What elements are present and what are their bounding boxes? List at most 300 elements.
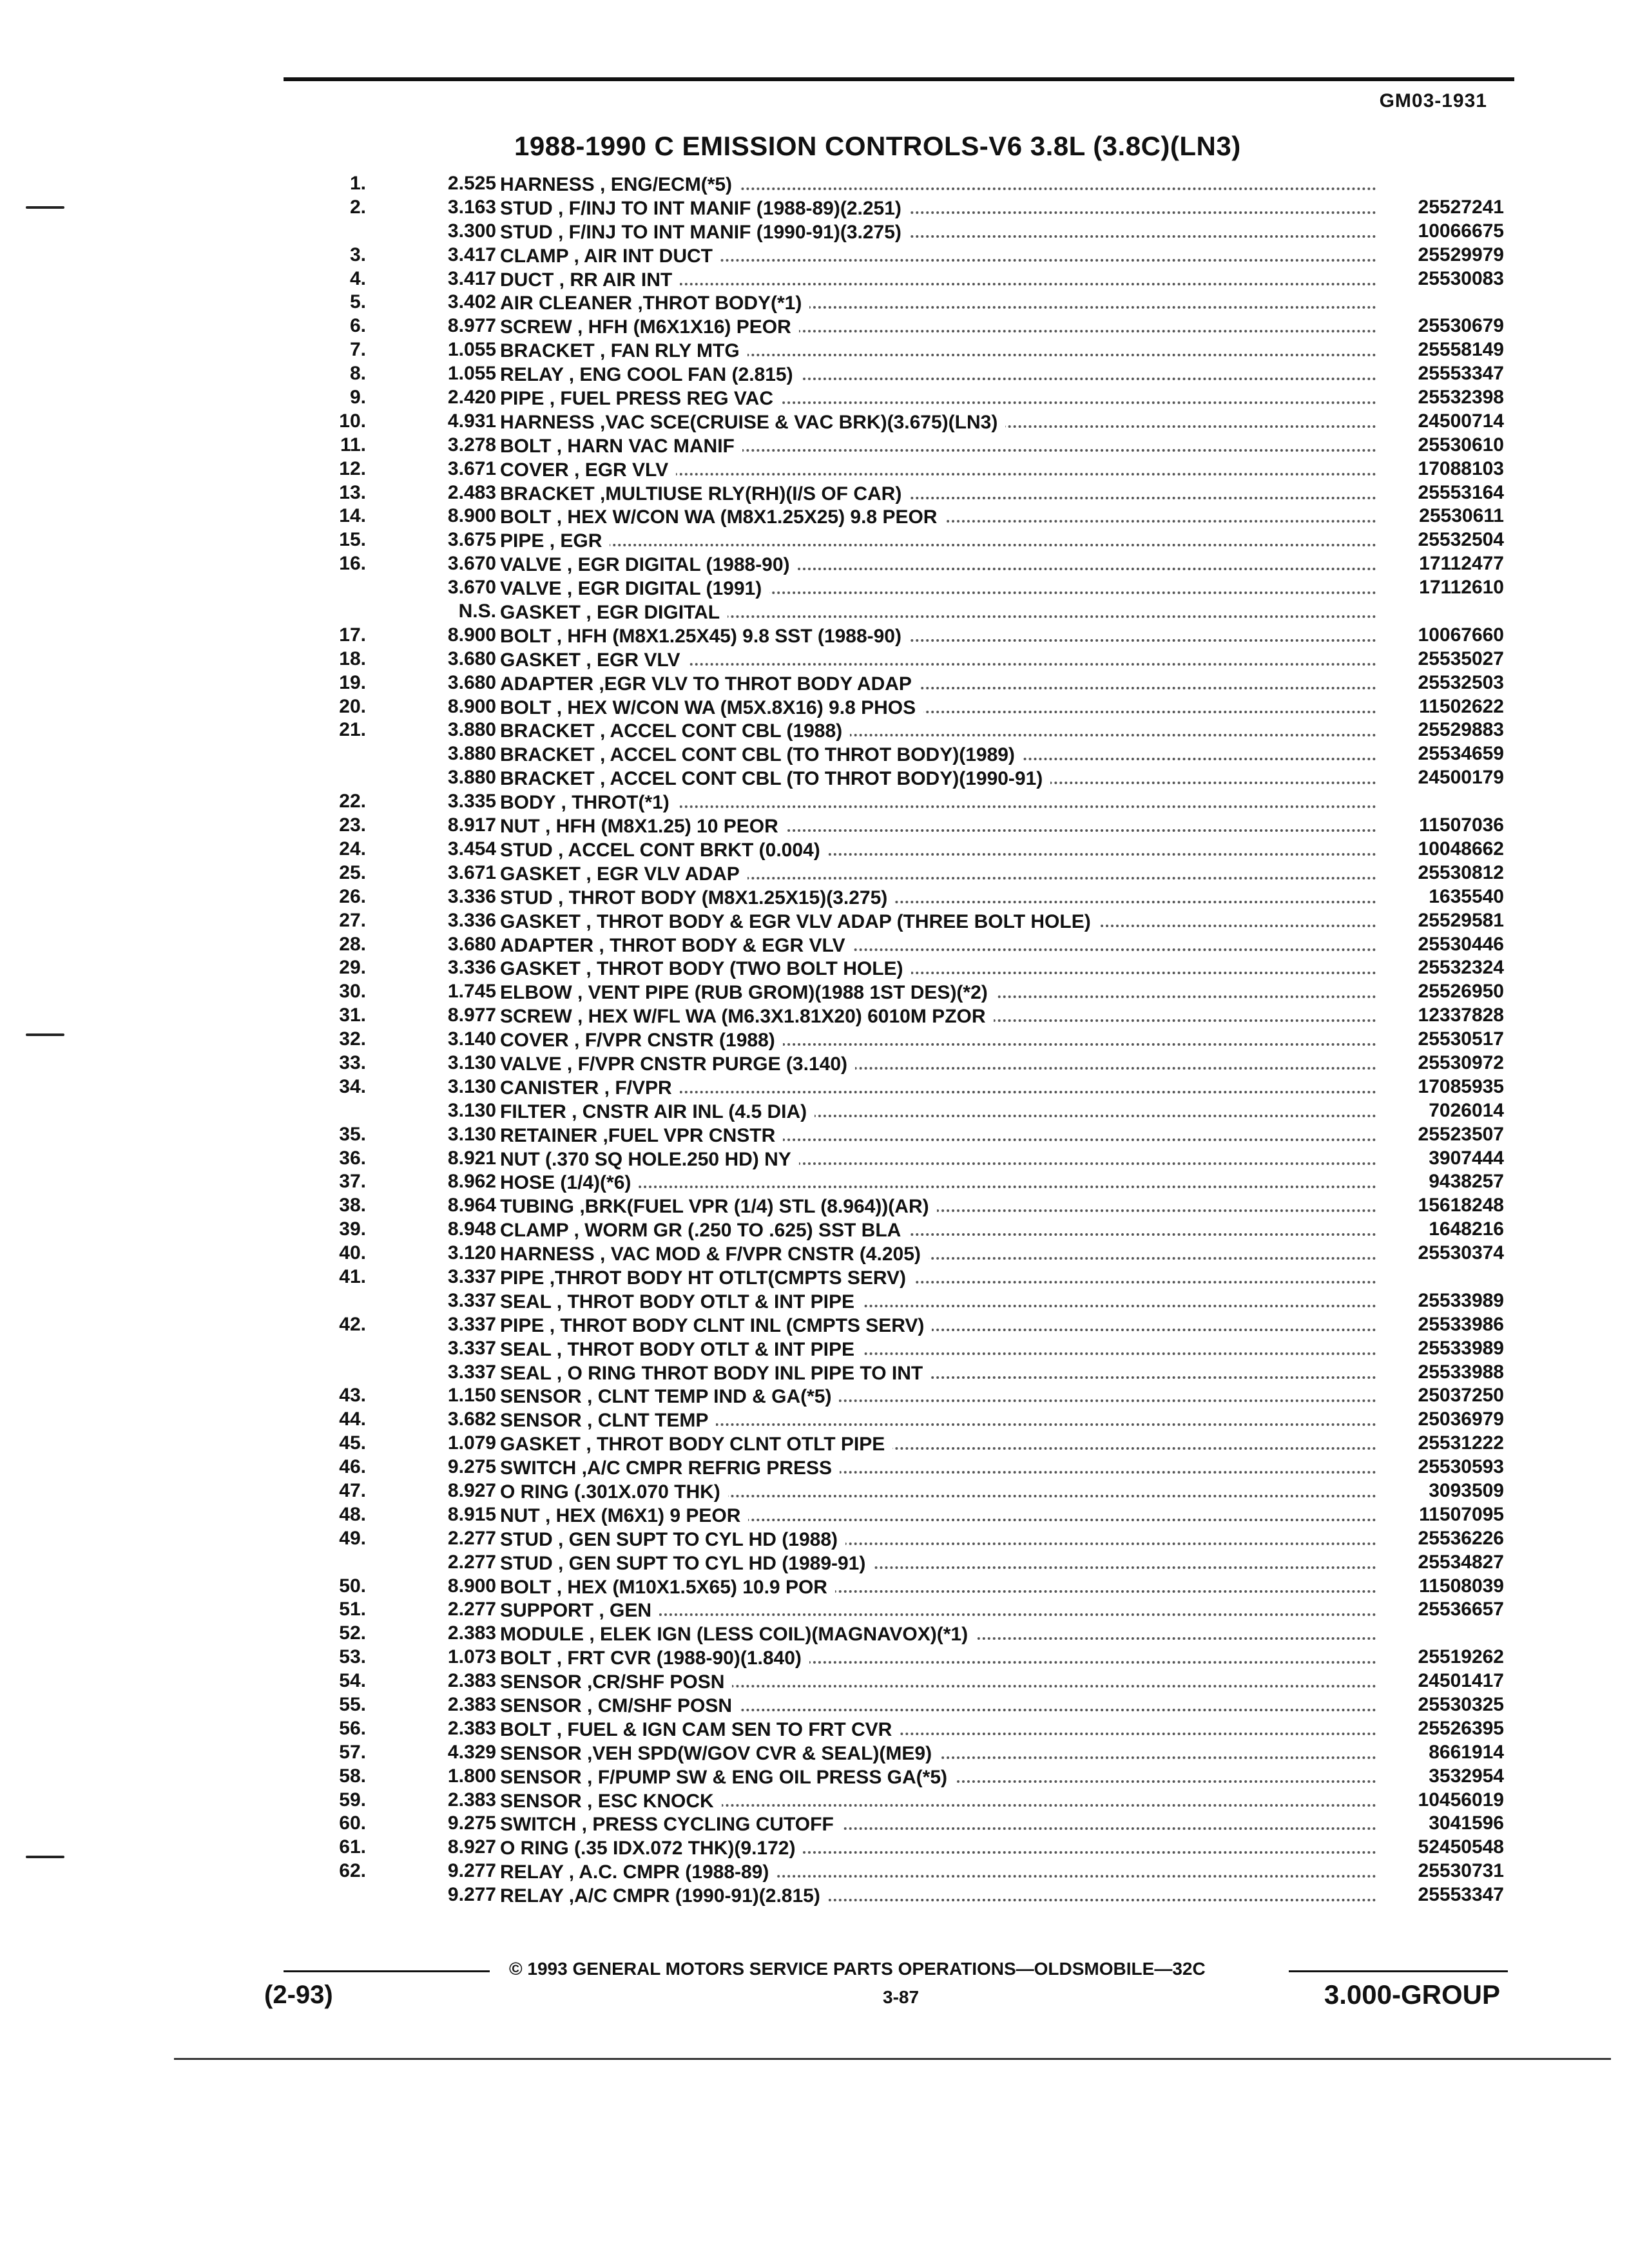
item-description-text: STUD , F/INJ TO INT MANIF (1990-91)(3.275) xyxy=(500,222,909,242)
item-number: 48. xyxy=(339,1503,366,1525)
item-number: 34. xyxy=(339,1075,366,1097)
item-description-text: HOSE (1/4)(*6) xyxy=(500,1172,639,1193)
item-description xyxy=(500,672,1376,694)
item-number: 57. xyxy=(339,1741,366,1763)
item-number: 18. xyxy=(339,648,366,669)
item-description xyxy=(500,363,1376,385)
item-description-text: SWITCH ,A/C CMPR REFRIG PRESS xyxy=(500,1457,840,1478)
group-number: 3.680 xyxy=(447,933,496,955)
group-number: 8.921 xyxy=(447,1147,496,1169)
item-description xyxy=(500,1242,1376,1264)
group-number: 3.682 xyxy=(447,1408,496,1430)
list-item xyxy=(0,1289,1629,1312)
list-item xyxy=(0,267,1629,291)
group-number: 8.962 xyxy=(447,1171,496,1193)
list-item xyxy=(0,1193,1629,1217)
group-number: 8.900 xyxy=(447,1575,496,1597)
list-item xyxy=(0,671,1629,695)
list-item xyxy=(0,1621,1629,1645)
item-number: 12. xyxy=(339,457,366,479)
part-number: 25530812 xyxy=(1418,861,1504,883)
part-number: 25037250 xyxy=(1418,1385,1504,1407)
part-number: 25530679 xyxy=(1418,315,1504,337)
item-number: 30. xyxy=(339,981,366,1003)
group-number: 8.900 xyxy=(447,695,496,717)
part-number: 25535027 xyxy=(1418,648,1504,669)
item-description-text: COVER , EGR VLV xyxy=(500,459,676,480)
list-item xyxy=(0,361,1629,385)
item-description-text: SCREW , HFH (M6X1X16) PEOR xyxy=(500,316,799,337)
item-description xyxy=(500,1314,1376,1336)
item-number: 13. xyxy=(339,481,366,503)
item-description xyxy=(500,1575,1376,1597)
part-number: 25527241 xyxy=(1418,196,1504,218)
part-number: 25530972 xyxy=(1418,1052,1504,1073)
group-number: 2.525 xyxy=(447,173,496,194)
part-number: 11502622 xyxy=(1419,695,1504,717)
group-number: 3.337 xyxy=(447,1361,496,1383)
item-description xyxy=(500,387,1376,408)
list-item xyxy=(0,219,1629,243)
item-number: 61. xyxy=(339,1836,366,1858)
list-item xyxy=(0,1764,1629,1788)
item-description-text: PIPE , FUEL PRESS REG VAC xyxy=(500,388,781,408)
item-description-text: RELAY , ENG COOL FAN (2.815) xyxy=(500,364,801,385)
part-number: 10456019 xyxy=(1418,1789,1504,1811)
item-number: 46. xyxy=(339,1456,366,1478)
part-number: 8661914 xyxy=(1429,1741,1504,1763)
part-number: 25530446 xyxy=(1418,933,1504,955)
item-number: 59. xyxy=(339,1789,366,1811)
item-description xyxy=(500,1290,1376,1312)
part-number: 3532954 xyxy=(1429,1765,1504,1787)
list-item xyxy=(0,1407,1629,1431)
list-item xyxy=(0,195,1629,219)
item-description-text: STUD , ACCEL CONT BRKT (0.004) xyxy=(500,840,828,860)
item-number: 9. xyxy=(349,387,366,408)
item-description-text: NUT (.370 SQ HOLE.250 HD) NY xyxy=(500,1149,799,1169)
item-description-text: BRACKET , ACCEL CONT CBL (1988) xyxy=(500,720,850,741)
group-number: 1.079 xyxy=(447,1432,496,1454)
item-description-text: BOLT , FRT CVR (1988-90)(1.840) xyxy=(500,1648,809,1668)
item-description-text: VALVE , EGR DIGITAL (1991) xyxy=(500,578,769,599)
item-description xyxy=(500,339,1376,361)
part-number: 25529883 xyxy=(1418,719,1504,741)
part-number: 25532324 xyxy=(1418,957,1504,979)
list-item xyxy=(0,1740,1629,1764)
group-number: 3.670 xyxy=(447,577,496,599)
group-number: 2.383 xyxy=(447,1670,496,1692)
item-number: 41. xyxy=(339,1265,366,1287)
list-item xyxy=(0,956,1629,979)
group-number: 2.383 xyxy=(447,1717,496,1739)
item-description-text: HARNESS , VAC MOD & F/VPR CNSTR (4.205) xyxy=(500,1244,929,1264)
item-description-text: ADAPTER ,EGR VLV TO THROT BODY ADAP xyxy=(500,673,920,694)
punch-mark xyxy=(26,1033,64,1036)
item-number: 2. xyxy=(349,196,366,218)
list-item xyxy=(0,1099,1629,1122)
item-number: 15. xyxy=(339,529,366,551)
item-number: 23. xyxy=(339,814,366,836)
part-number: 25530611 xyxy=(1419,505,1504,527)
item-description-text: STUD , THROT BODY (M8X1.25X15)(3.275) xyxy=(500,887,895,908)
group-number: 3.680 xyxy=(447,671,496,693)
item-description xyxy=(500,1124,1376,1146)
group-number: 3.336 xyxy=(447,885,496,907)
item-description xyxy=(500,1004,1376,1026)
item-description xyxy=(500,1812,1376,1834)
list-item xyxy=(0,1241,1629,1265)
item-number: 3. xyxy=(349,244,366,265)
group-number: 3.880 xyxy=(447,743,496,765)
part-number: 17112610 xyxy=(1419,577,1504,599)
footer-rule-left xyxy=(284,1970,490,1972)
item-description-text: SEAL , THROT BODY OTLT & INT PIPE xyxy=(500,1339,862,1360)
list-item xyxy=(0,1169,1629,1193)
item-description-text: CLAMP , WORM GR (.250 TO .625) SST BLA xyxy=(500,1220,909,1240)
list-item xyxy=(0,623,1629,647)
item-description-text: SWITCH , PRESS CYCLING CUTOFF xyxy=(500,1814,842,1834)
item-description xyxy=(500,1385,1376,1407)
part-number: 25532504 xyxy=(1418,529,1504,551)
list-item xyxy=(0,243,1629,267)
item-number: 51. xyxy=(339,1599,366,1620)
item-description-text: PIPE , THROT BODY CLNT INL (CMPTS SERV) xyxy=(500,1315,932,1336)
item-description xyxy=(500,1456,1376,1478)
group-number: 3.337 xyxy=(447,1313,496,1335)
list-item xyxy=(0,1360,1629,1384)
group-number: 1.055 xyxy=(447,363,496,385)
list-item xyxy=(0,457,1629,481)
item-number: 37. xyxy=(339,1171,366,1193)
group-number: 9.277 xyxy=(447,1860,496,1882)
item-number: 7. xyxy=(349,339,366,361)
group-number: 9.275 xyxy=(447,1812,496,1834)
list-item xyxy=(0,1383,1629,1407)
group-number: 2.277 xyxy=(447,1551,496,1573)
item-description xyxy=(500,220,1376,242)
item-number: 43. xyxy=(339,1385,366,1407)
part-number: 25533988 xyxy=(1418,1361,1504,1383)
item-description-text: CLAMP , AIR INT DUCT xyxy=(500,245,720,266)
list-item xyxy=(0,385,1629,409)
group-number: 3.337 xyxy=(447,1337,496,1359)
group-number: 3.130 xyxy=(447,1099,496,1121)
group-number: 2.277 xyxy=(447,1599,496,1620)
item-number: 42. xyxy=(339,1313,366,1335)
item-number: 1. xyxy=(349,173,366,194)
group-number: 3.880 xyxy=(447,767,496,789)
item-description xyxy=(500,458,1376,480)
group-number: 2.383 xyxy=(447,1694,496,1715)
group-number: 1.073 xyxy=(447,1646,496,1668)
item-description xyxy=(500,696,1376,718)
list-item xyxy=(0,1669,1629,1693)
item-description xyxy=(500,1266,1376,1288)
item-description-text: SENSOR , CLNT TEMP IND & GA(*5) xyxy=(500,1386,839,1407)
item-number: 55. xyxy=(339,1694,366,1715)
part-number: 25531222 xyxy=(1418,1432,1504,1454)
list-item xyxy=(0,861,1629,885)
part-number: 24500714 xyxy=(1418,410,1504,432)
list-item xyxy=(0,1811,1629,1835)
part-number: 3093509 xyxy=(1429,1479,1504,1501)
group-number: 8.927 xyxy=(447,1479,496,1501)
item-description xyxy=(500,957,1376,979)
list-item xyxy=(0,837,1629,861)
part-number: 52450548 xyxy=(1418,1836,1504,1858)
item-number: 50. xyxy=(339,1575,366,1597)
item-number: 35. xyxy=(339,1123,366,1145)
list-item xyxy=(0,789,1629,813)
item-description-text: PIPE ,THROT BODY HT OTLT(CMPTS SERV) xyxy=(500,1267,914,1288)
group-number: 3.402 xyxy=(447,291,496,313)
group-number: 3.337 xyxy=(447,1289,496,1311)
list-item xyxy=(0,1265,1629,1289)
item-description-text: BRACKET ,MULTIUSE RLY(RH)(I/S OF CAR) xyxy=(500,483,909,504)
group-label: 3.000-GROUP xyxy=(1324,1979,1500,2010)
item-description xyxy=(500,1076,1376,1098)
item-description xyxy=(500,814,1376,836)
part-number: 11508039 xyxy=(1419,1575,1504,1597)
item-description-text: AIR CLEANER ,THROT BODY(*1) xyxy=(500,293,809,313)
item-description-text: TUBING ,BRK(FUEL VPR (1/4) STL (8.964))(AR) xyxy=(500,1196,937,1216)
item-description-text: SENSOR ,VEH SPD(W/GOV CVR & SEAL)(ME9) xyxy=(500,1743,940,1763)
item-number: 4. xyxy=(349,267,366,289)
part-number: 10048662 xyxy=(1418,838,1504,860)
item-number: 58. xyxy=(339,1765,366,1787)
group-number: 8.927 xyxy=(447,1836,496,1858)
item-description-text: SENSOR ,CR/SHF POSN xyxy=(500,1671,732,1692)
item-description-text: RELAY , A.C. CMPR (1988-89) xyxy=(500,1861,776,1882)
item-description-text: BOLT , HEX W/CON WA (M8X1.25X25) 9.8 PEOR xyxy=(500,506,945,527)
bottom-rule xyxy=(174,2058,1611,2060)
list-item xyxy=(0,1788,1629,1812)
item-description-text: GASKET , THROT BODY CLNT OTLT PIPE xyxy=(500,1434,892,1454)
item-number: 38. xyxy=(339,1195,366,1216)
part-number: 24500179 xyxy=(1418,767,1504,789)
list-item xyxy=(0,575,1629,599)
item-description xyxy=(500,244,1376,266)
item-description-text: O RING (.35 IDX.072 THK)(9.172) xyxy=(500,1838,803,1858)
item-description xyxy=(500,838,1376,860)
list-item xyxy=(0,908,1629,932)
part-number: 25553347 xyxy=(1418,1884,1504,1906)
part-number: 25536226 xyxy=(1418,1527,1504,1549)
list-item xyxy=(0,528,1629,552)
item-number: 31. xyxy=(339,1004,366,1026)
group-number: 3.670 xyxy=(447,553,496,575)
item-description-text: GASKET , THROT BODY (TWO BOLT HOLE) xyxy=(500,958,911,979)
part-number: 25532398 xyxy=(1418,387,1504,408)
item-description-text: BODY , THROT(*1) xyxy=(500,792,677,812)
item-description xyxy=(500,886,1376,908)
item-description-text: NUT , HEX (M6X1) 9 PEOR xyxy=(500,1505,748,1526)
part-number: 17085935 xyxy=(1418,1075,1504,1097)
item-number: 16. xyxy=(339,553,366,575)
group-number: 2.383 xyxy=(447,1789,496,1811)
part-number: 25036979 xyxy=(1418,1408,1504,1430)
item-description xyxy=(500,719,1376,741)
list-item xyxy=(0,718,1629,742)
list-item xyxy=(0,1431,1629,1455)
item-description xyxy=(500,1218,1376,1240)
item-description xyxy=(500,577,1376,599)
item-number: 60. xyxy=(339,1812,366,1834)
list-item xyxy=(0,1503,1629,1526)
group-number: 3.163 xyxy=(447,196,496,218)
item-description-text: PIPE , EGR xyxy=(500,530,610,551)
part-number: 25533989 xyxy=(1418,1337,1504,1359)
part-number: 10066675 xyxy=(1418,220,1504,242)
item-description xyxy=(500,197,1376,218)
item-description xyxy=(500,1338,1376,1360)
group-number: N.S. xyxy=(458,601,496,622)
list-item xyxy=(0,314,1629,338)
item-description-text: STUD , GEN SUPT TO CYL HD (1988) xyxy=(500,1529,845,1550)
group-number: 4.329 xyxy=(447,1741,496,1763)
item-description xyxy=(500,1860,1376,1882)
list-item xyxy=(0,290,1629,314)
item-description-text: BOLT , FUEL & IGN CAM SEN TO FRT CVR xyxy=(500,1719,900,1740)
list-item xyxy=(0,1883,1629,1907)
item-description xyxy=(500,862,1376,884)
group-number: 8.964 xyxy=(447,1195,496,1216)
item-description-text: BRACKET , ACCEL CONT CBL (TO THROT BODY)(1989) xyxy=(500,744,1023,765)
list-item xyxy=(0,481,1629,505)
item-description-text: DUCT , RR AIR INT xyxy=(500,269,680,290)
group-number: 8.915 xyxy=(447,1503,496,1525)
item-description xyxy=(500,1599,1376,1620)
group-number: 3.680 xyxy=(447,648,496,669)
item-description-text: SENSOR , CM/SHF POSN xyxy=(500,1695,740,1716)
item-description-text: SENSOR , F/PUMP SW & ENG OIL PRESS GA(*5) xyxy=(500,1767,955,1787)
item-description xyxy=(500,1884,1376,1906)
list-item xyxy=(0,1336,1629,1360)
group-number: 3.336 xyxy=(447,909,496,931)
item-description-text: MODULE , ELEK IGN (LESS COIL)(MAGNAVOX)(*1) xyxy=(500,1624,976,1644)
item-number: 26. xyxy=(339,885,366,907)
group-number: 3.335 xyxy=(447,791,496,812)
page-code: GM03-1931 xyxy=(1379,90,1487,111)
item-description-text: BOLT , HFH (M8X1.25X45) 9.8 SST (1988-90) xyxy=(500,626,909,646)
list-item xyxy=(0,1027,1629,1051)
list-item xyxy=(0,171,1629,195)
item-description-text: BOLT , HEX W/CON WA (M5X.8X16) 9.8 PHOS xyxy=(500,697,923,718)
group-number: 1.055 xyxy=(447,339,496,361)
item-description xyxy=(500,529,1376,551)
group-number: 3.140 xyxy=(447,1028,496,1050)
item-description xyxy=(500,1480,1376,1502)
group-number: 3.417 xyxy=(447,244,496,265)
item-description xyxy=(500,648,1376,670)
group-number: 2.483 xyxy=(447,481,496,503)
item-description-text: HARNESS , ENG/ECM(*5) xyxy=(500,174,740,195)
list-item xyxy=(0,695,1629,718)
item-description xyxy=(500,315,1376,337)
item-description-text: NUT , HFH (M8X1.25) 10 PEOR xyxy=(500,816,786,836)
item-number: 32. xyxy=(339,1028,366,1050)
list-item xyxy=(0,885,1629,908)
part-number: 25529979 xyxy=(1418,244,1504,265)
part-number: 25530731 xyxy=(1418,1860,1504,1882)
item-description xyxy=(500,553,1376,575)
group-number: 8.900 xyxy=(447,505,496,527)
part-number: 25526395 xyxy=(1418,1717,1504,1739)
item-number: 21. xyxy=(339,719,366,741)
part-number: 25553164 xyxy=(1418,481,1504,503)
list-item xyxy=(0,1051,1629,1075)
list-item xyxy=(0,765,1629,789)
item-number: 36. xyxy=(339,1147,366,1169)
item-number: 56. xyxy=(339,1717,366,1739)
part-number: 25530083 xyxy=(1418,267,1504,289)
item-description xyxy=(500,1148,1376,1169)
group-number: 3.278 xyxy=(447,434,496,456)
part-number: 15618248 xyxy=(1418,1195,1504,1216)
item-number: 10. xyxy=(339,410,366,432)
part-number: 25558149 xyxy=(1418,339,1504,361)
list-item xyxy=(0,932,1629,956)
item-description-text: GASKET , EGR DIGITAL xyxy=(500,602,728,622)
item-description xyxy=(500,1408,1376,1430)
part-number: 25553347 xyxy=(1418,363,1504,385)
item-number: 40. xyxy=(339,1242,366,1264)
list-item xyxy=(0,979,1629,1003)
item-description xyxy=(500,1100,1376,1122)
list-item xyxy=(0,1645,1629,1669)
item-description-text: SUPPORT , GEN xyxy=(500,1600,659,1620)
item-description xyxy=(500,1052,1376,1074)
part-number: 25530374 xyxy=(1418,1242,1504,1264)
item-number: 14. xyxy=(339,505,366,527)
item-number: 54. xyxy=(339,1670,366,1692)
group-number: 3.130 xyxy=(447,1052,496,1073)
item-number: 49. xyxy=(339,1527,366,1549)
group-number: 9.277 xyxy=(447,1884,496,1906)
group-number: 3.337 xyxy=(447,1265,496,1287)
group-number: 3.336 xyxy=(447,957,496,979)
group-number: 2.277 xyxy=(447,1527,496,1549)
group-number: 3.671 xyxy=(447,457,496,479)
list-item xyxy=(0,1574,1629,1598)
item-number: 53. xyxy=(339,1646,366,1668)
item-number: 11. xyxy=(340,434,366,456)
part-number: 9438257 xyxy=(1429,1171,1504,1193)
item-number: 39. xyxy=(339,1218,366,1240)
item-description-text: BRACKET , FAN RLY MTG xyxy=(500,340,747,361)
part-number: 11507095 xyxy=(1419,1503,1504,1525)
group-number: 9.275 xyxy=(447,1456,496,1478)
list-item xyxy=(0,813,1629,837)
item-description-text: RETAINER ,FUEL VPR CNSTR xyxy=(500,1125,783,1146)
group-number: 2.383 xyxy=(447,1622,496,1644)
date-code: (2-93) xyxy=(264,1981,333,2009)
item-description-text: ELBOW , VENT PIPE (RUB GROM)(1988 1ST DES)(*2) xyxy=(500,982,996,1003)
part-number: 10067660 xyxy=(1418,624,1504,646)
part-number: 11507036 xyxy=(1419,814,1504,836)
list-item xyxy=(0,1597,1629,1621)
list-item xyxy=(0,1716,1629,1740)
list-item xyxy=(0,1075,1629,1099)
list-item xyxy=(0,433,1629,457)
item-description xyxy=(500,1646,1376,1668)
item-description-text: GASKET , EGR VLV ADAP xyxy=(500,863,747,884)
item-number: 52. xyxy=(339,1622,366,1644)
page-title: 1988-1990 C EMISSION CONTROLS-V6 3.8L (3.8C)(LN3) xyxy=(514,131,1241,161)
item-number: 62. xyxy=(339,1860,366,1882)
item-description-text: VALVE , F/VPR CNSTR PURGE (3.140) xyxy=(500,1053,855,1074)
